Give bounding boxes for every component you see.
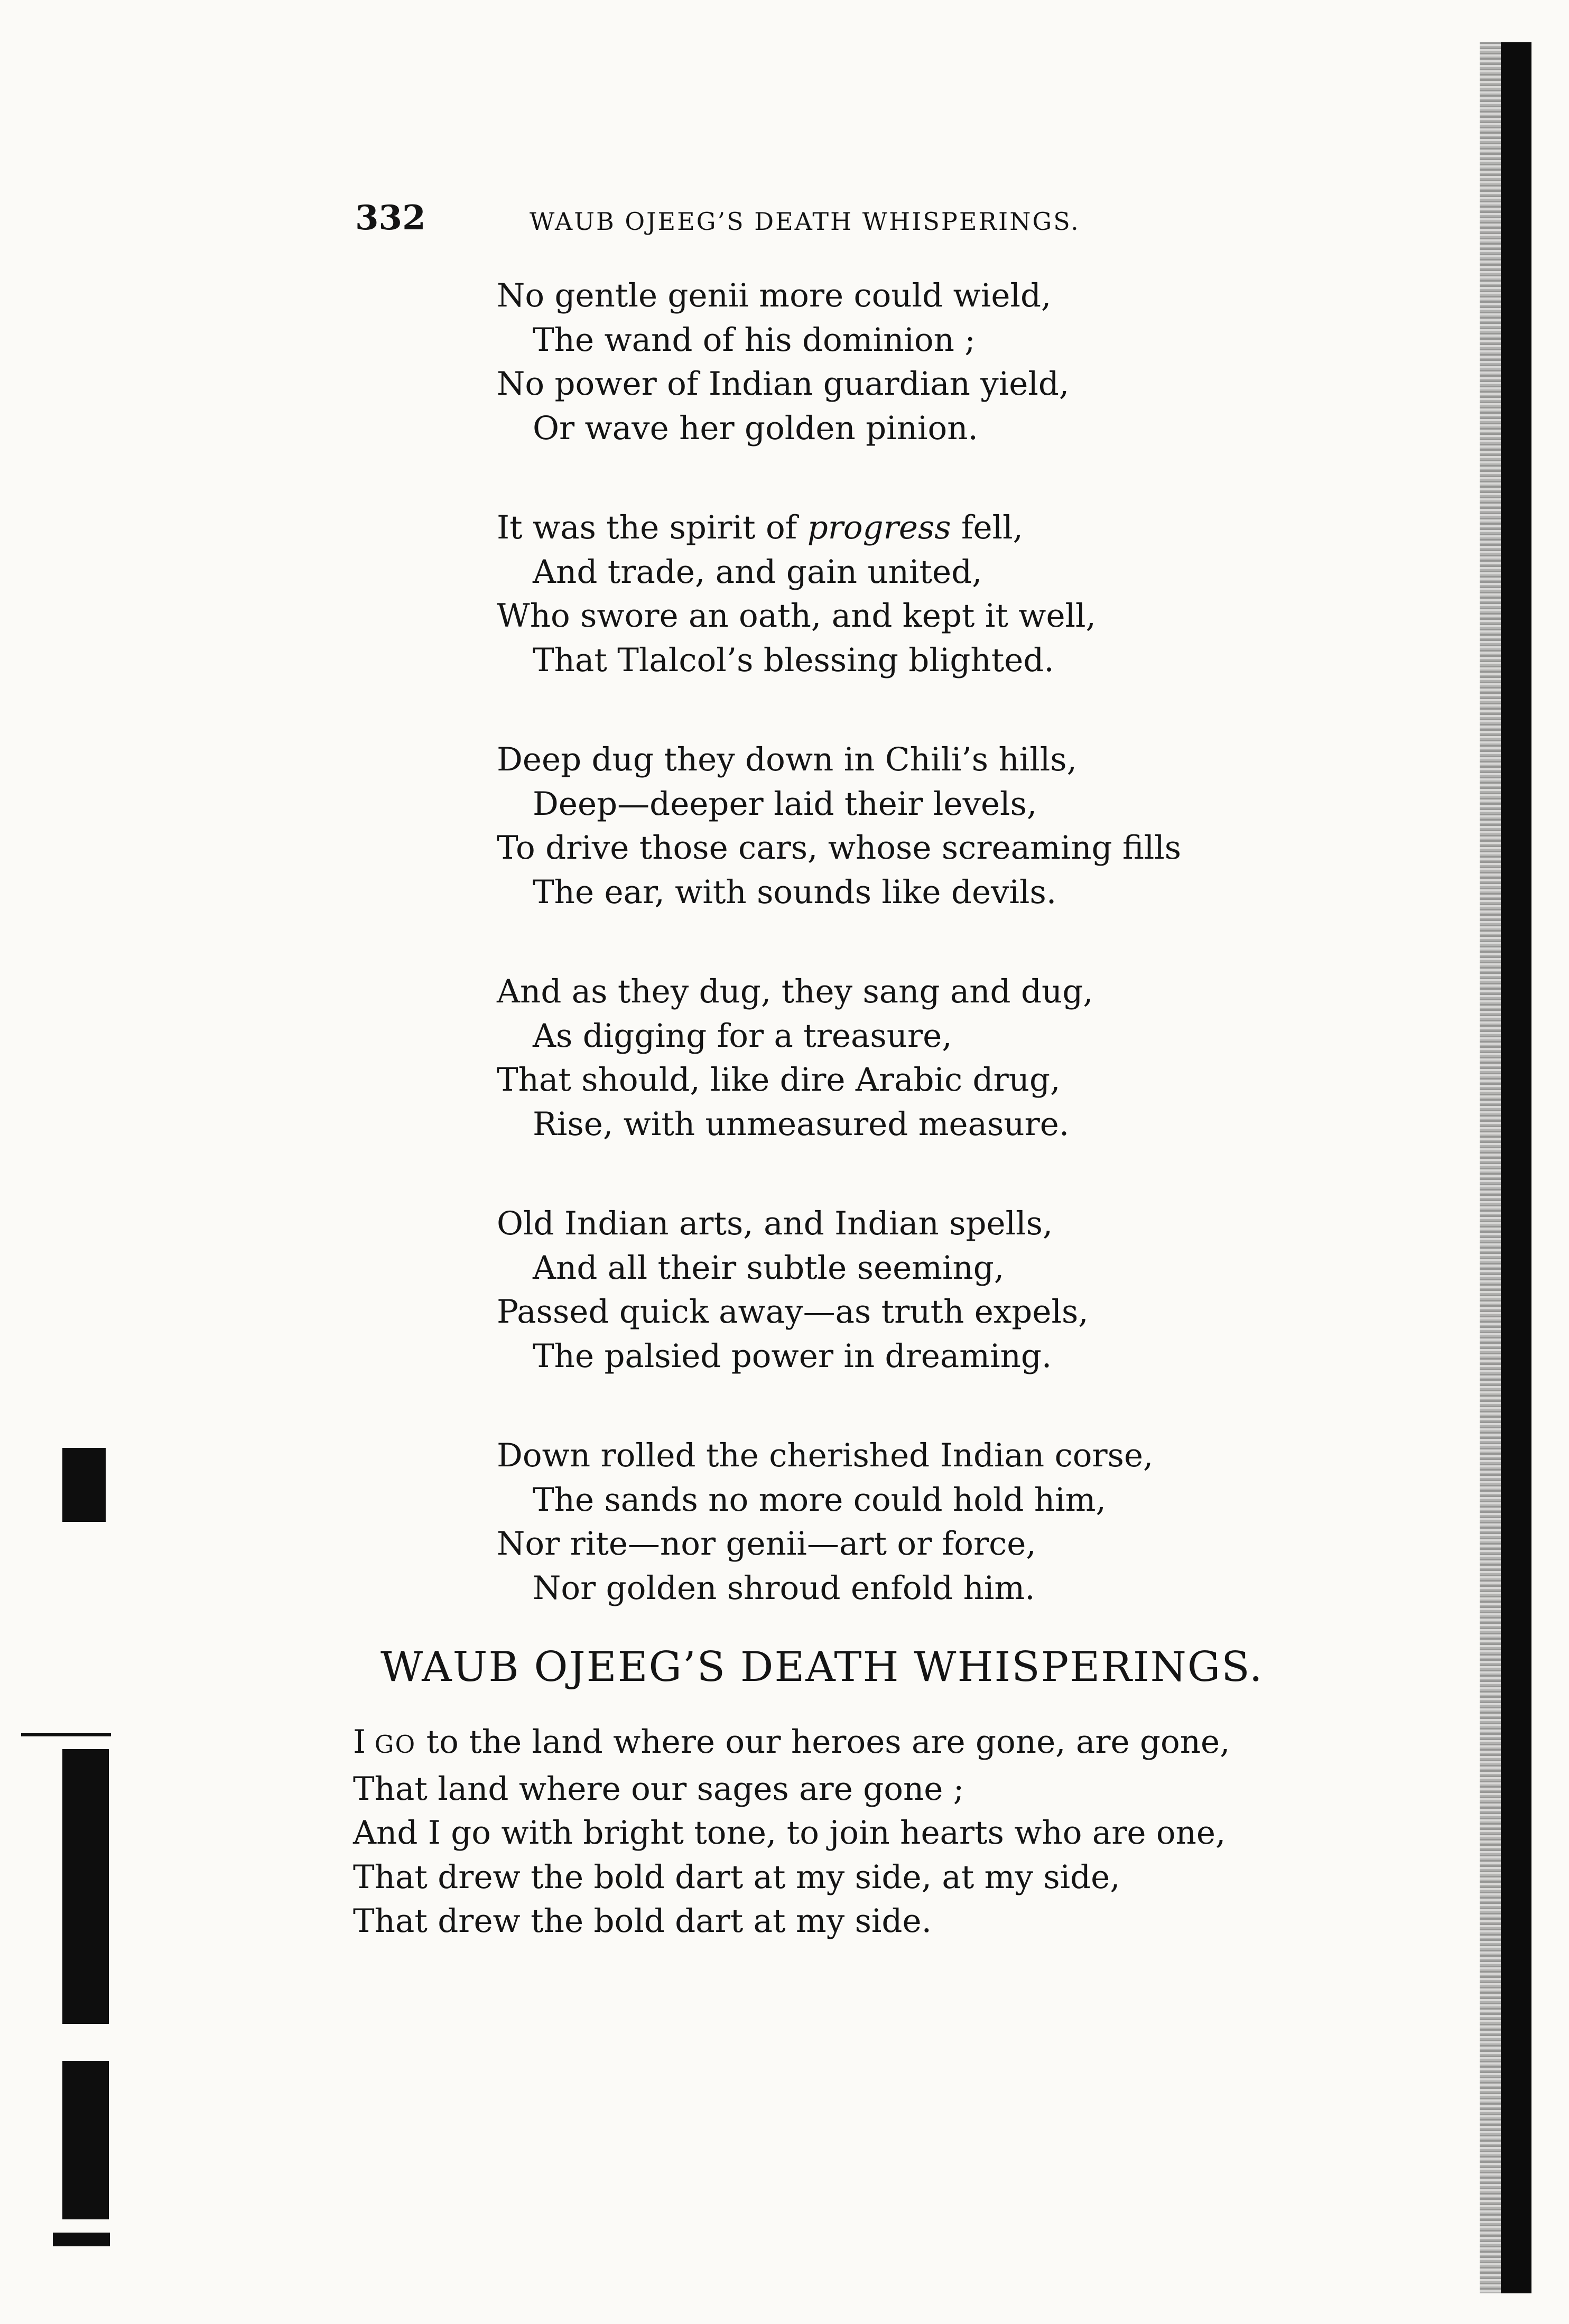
poem — [497, 274, 1226, 1666]
small-caps-word: GO — [366, 1730, 416, 1759]
scan-artifact — [62, 2061, 109, 2219]
verse-line — [353, 1720, 1357, 1767]
verse-line: Old Indian arts, and Indian spells, — [497, 1205, 1053, 1242]
verse-line: To drive those cars, whose screaming fills — [497, 829, 1182, 867]
verse-text: It was the spirit of — [497, 509, 807, 546]
verse-text: fell, — [951, 509, 1024, 546]
scan-artifact — [21, 1733, 111, 1736]
section-title: WAUB OJEEG’S DEATH WHISPERINGS. — [380, 1643, 1264, 1691]
verse-line: The sands no more could hold him, — [533, 1481, 1106, 1519]
verse-line: Or wave her golden pinion. — [533, 409, 978, 447]
verse-line: No power of Indian guardian yield, — [497, 365, 1070, 403]
verse-line: And all their subtle seeming, — [533, 1249, 1005, 1287]
verse-line: Passed quick away—as truth expels, — [497, 1293, 1089, 1331]
verse-line: And I go with bright tone, to join hearts who are one, — [353, 1814, 1226, 1852]
italic-word: progress — [807, 509, 951, 546]
page-header — [355, 194, 1158, 242]
stanza — [497, 506, 1226, 682]
verse-line: Who swore an oath, and kept it well, — [497, 597, 1096, 635]
scan-artifact — [62, 1749, 109, 2024]
verse-line: That Tlalcol’s blessing blighted. — [533, 641, 1054, 679]
verse-line: The ear, with sounds like devils. — [533, 873, 1057, 911]
verse-line: Nor rite—nor genii—art or force, — [497, 1525, 1036, 1563]
verse-line: Down rolled the cherished Indian corse, — [497, 1437, 1154, 1474]
binding-shadow — [1501, 42, 1531, 2293]
poem-death-whisperings — [353, 1720, 1357, 1944]
stanza — [497, 738, 1226, 914]
stanza — [497, 1434, 1226, 1610]
verse-line: And trade, and gain united, — [533, 553, 982, 591]
verse-text: to the land where our heroes are gone, are gone, — [416, 1723, 1230, 1761]
verse-line — [497, 506, 1226, 550]
scan-artifact — [62, 1448, 106, 1522]
verse-line: No gentle genii more could wield, — [497, 277, 1052, 314]
verse-line: As digging for a treasure, — [533, 1017, 952, 1055]
running-head: WAUB OJEEG’S DEATH WHISPERINGS. — [530, 207, 1080, 236]
verse-line: Nor golden shroud enfold him. — [533, 1569, 1035, 1607]
verse-line: That should, like dire Arabic drug, — [497, 1061, 1061, 1099]
verse-line: Deep—deeper laid their levels, — [533, 785, 1037, 823]
verse-line: Deep dug they down in Chili’s hills, — [497, 741, 1077, 778]
drop-initial: I — [353, 1723, 366, 1761]
stanza — [497, 274, 1226, 450]
verse-line: That land where our sages are gone ; — [353, 1770, 964, 1808]
verse-line: And as they dug, they sang and dug, — [497, 973, 1093, 1010]
verse-line: The wand of his dominion ; — [533, 321, 976, 359]
stanza — [497, 1202, 1226, 1378]
verse-line: The palsied power in dreaming. — [533, 1337, 1052, 1375]
binding-edge — [1480, 42, 1502, 2293]
verse-line: That drew the bold dart at my side, at my side, — [353, 1858, 1120, 1896]
verse-line: Rise, with unmeasured measure. — [533, 1105, 1070, 1143]
verse-line: That drew the bold dart at my side. — [353, 1902, 932, 1940]
stanza — [497, 970, 1226, 1146]
page-number: 332 — [355, 198, 426, 238]
scan-artifact — [53, 2233, 110, 2246]
